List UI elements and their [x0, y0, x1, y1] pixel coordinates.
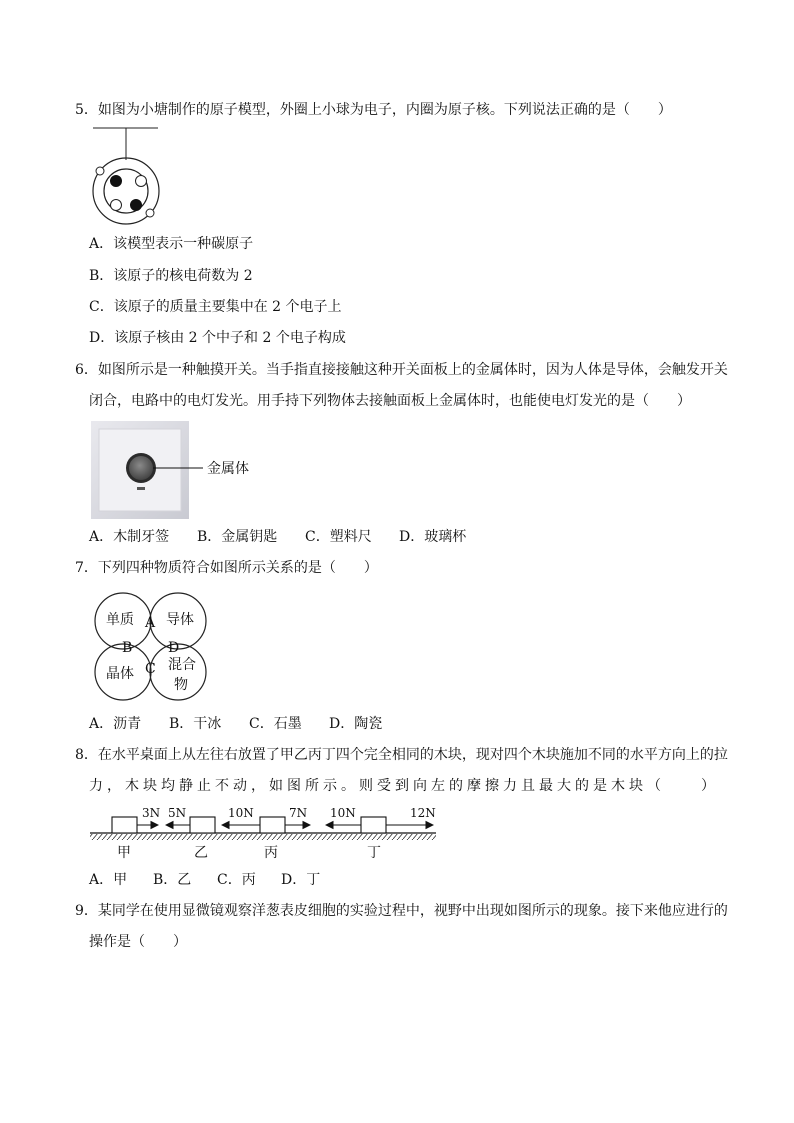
q7-option-b: B．干冰: [169, 716, 222, 732]
q8-option-c: C．丙: [217, 872, 256, 888]
venn-label-mixture-1: 混合: [168, 657, 196, 673]
q7-stem: 7．下列四种物质符合如图所示关系的是（ ）: [75, 560, 378, 576]
block-bing: [260, 817, 285, 833]
venn-label-mixture-2: 物: [174, 677, 188, 693]
q6-stem-line1: 6．如图所示是一种触摸开关。当手指直接接触这种开关面板上的金属体时，因为人体是导体，会触发开关: [75, 362, 728, 378]
force-label-10n-right: 10N: [330, 806, 356, 820]
q7-option-c: C．石墨: [249, 716, 302, 732]
q8-option-b: B．乙: [153, 872, 192, 888]
venn-region-a: A: [145, 615, 156, 631]
block-ding: [361, 817, 386, 833]
q6-option-c: C．塑料尺: [305, 529, 372, 545]
q6-option-b: B．金属钥匙: [197, 529, 278, 545]
q5-stem: 5．如图为小塘制作的原子模型，外圈上小球为电子，内圈为原子核。下列说法正确的是（ ）: [75, 102, 672, 118]
q5-option-a: A．该模型表示一种碳原子: [89, 236, 254, 252]
q8-options: [89, 870, 320, 890]
q6-option-a: A．木制牙签: [89, 529, 170, 545]
force-label-10n-left: 10N: [228, 806, 254, 820]
venn-region-b: B: [122, 640, 133, 656]
q8-stem-line2: 力，木块均静止不动，如图所示。则受到向左的摩擦力且最大的是木块（ ）: [89, 778, 719, 794]
q7-option-d: D．陶瓷: [329, 716, 383, 732]
block-label-bing: 丙: [264, 845, 278, 861]
block-jia: [112, 817, 137, 833]
atom-model-figure: [86, 125, 176, 225]
block-yi: [190, 817, 215, 833]
blocks-forces-figure: [88, 803, 438, 863]
q8-option-a: A．甲: [89, 872, 128, 888]
q8-stem-line1: 8．在水平桌面上从左往右放置了甲乙丙丁四个完全相同的木块，现对四个木块施加不同的水平方向上的拉: [75, 747, 728, 763]
block-label-ding: 丁: [367, 845, 381, 861]
venn-label-elemental: 单质: [106, 612, 134, 628]
force-label-7n: 7N: [289, 806, 308, 820]
force-label-5n: 5N: [168, 806, 187, 820]
q5-option-b: B．该原子的核电荷数为 2: [89, 268, 253, 284]
force-label-3n: 3N: [142, 806, 161, 820]
q6-options: [89, 527, 466, 547]
venn-label-crystal: 晶体: [106, 666, 134, 682]
q5-option-d: D．该原子核由 2 个中子和 2 个电子构成: [89, 330, 346, 346]
q7-options: [89, 714, 382, 734]
q8-option-d: D．丁: [281, 872, 321, 888]
venn-diagram-figure: [92, 590, 217, 705]
q9-stem-line2: 操作是（ ）: [89, 934, 187, 950]
block-label-yi: 乙: [194, 845, 208, 861]
q7-option-a: A．沥青: [89, 716, 142, 732]
touch-switch-figure: [91, 421, 271, 521]
q6-option-d: D．玻璃杯: [399, 529, 467, 545]
venn-region-d: D: [168, 640, 180, 656]
q6-stem-line2: 闭合，电路中的电灯发光。用手持下列物体去接触面板上金属体时，也能使电灯发光的是（ ）: [89, 393, 691, 409]
metal-body-label: 金属体: [207, 461, 249, 477]
venn-region-c: C: [145, 661, 156, 677]
force-label-12n: 12N: [410, 806, 436, 820]
venn-label-conductor: 导体: [166, 612, 194, 628]
q5-option-c: C．该原子的质量主要集中在 2 个电子上: [89, 299, 342, 315]
q9-stem-line1: 9．某同学在使用显微镜观察洋葱表皮细胞的实验过程中，视野中出现如图所示的现象。接下来他应进行的: [75, 903, 728, 919]
block-label-jia: 甲: [117, 845, 131, 861]
